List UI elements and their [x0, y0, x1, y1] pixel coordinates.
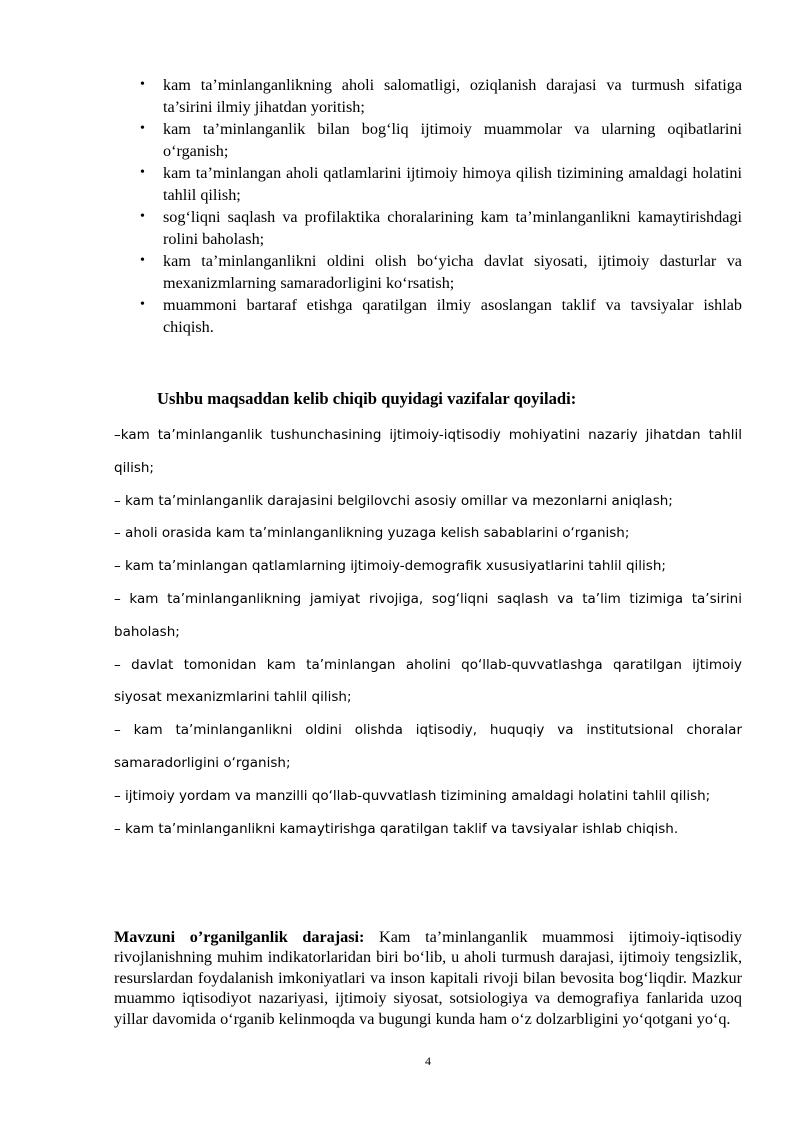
- task-item: –kam ta’minlanganlik tushunchasining ijtimoiy-iqtisodiy mohiyatini nazariy jihatdan tahlil qilish;: [114, 427, 742, 476]
- objective-text: kam ta’minlanganlik bilan bog‘liq ijtimoiy muammolar va ularning oqibatlarini o‘rganish;: [163, 120, 742, 160]
- objective-item: [114, 74, 742, 118]
- task-item: – kam ta’minlangan qatlamlarning ijtimoiy-demografik xususiyatlarini tahlil qilish;: [114, 558, 666, 575]
- objective-text: kam ta’minlanganlikni oldini olish bo‘yicha davlat siyosati, ijtimoiy dasturlar va mexanizmlarning samaradorligini ko‘rsatish;: [163, 252, 742, 292]
- objective-item: [114, 162, 742, 206]
- bullet-icon: •: [140, 253, 145, 268]
- objective-item: [114, 294, 742, 338]
- objective-text: muammoni bartaraf etishga qaratilgan ilmiy asoslangan taklif va tavsiyalar ishlab chiqish.: [163, 296, 742, 336]
- task-item: – ijtimoiy yordam va manzilli qo‘llab-quvvatlash tizimining amaldagi holatini tahlil qilish;: [114, 787, 711, 804]
- tasks-list: [114, 419, 742, 845]
- bullet-icon: •: [140, 165, 145, 180]
- objective-item: [114, 250, 742, 294]
- objective-text: kam ta’minlanganlikning aholi salomatligi, oziqlanish darajasi va turmush sifatiga ta’sirini ilmiy jihatdan yoritish;: [163, 76, 742, 116]
- objective-item: [114, 206, 742, 250]
- task-item: – kam ta’minlanganlik darajasini belgilovchi asosiy omillar va mezonlarni aniqlash;: [114, 492, 673, 509]
- objectives-list: [114, 74, 742, 338]
- task-item: – davlat tomonidan kam ta’minlangan aholini qo‘llab-quvvatlashga qaratilgan ijtimoiy siyosat mexanizmlarini tahlil qilish;: [114, 656, 742, 706]
- bullet-icon: •: [140, 209, 145, 224]
- objective-item: [114, 118, 742, 162]
- bullet-icon: •: [140, 297, 145, 312]
- objective-text: kam ta’minlangan aholi qatlamlarini ijtimoiy himoya qilish tizimining amaldagi holatini tahlil qilish;: [163, 164, 742, 204]
- bullet-icon: •: [140, 77, 145, 92]
- task-item: – kam ta’minlanganlikning jamiyat rivojiga, sog‘liqni saqlash va ta’lim tizimiga ta’sirini baholash;: [114, 590, 742, 640]
- tasks-heading: Ushbu maqsaddan kelib chiqib quyidagi vazifalar qoyiladi:: [157, 389, 577, 408]
- page-number: 4: [425, 1054, 431, 1068]
- section-body: Kam ta’minlanganlik muammosi ijtimoiy-iqtisodiy rivojlanishning muhim indikatorlaridan biri bo‘lib, u aholi turmush darajasi, ijtimoiy tengsizlik, resurslardan foydalanish imkoniyatlari va inson kapitali rivoji bilan bevosita bog‘liqdir. Mazkur muammo iqtisodiyot nazariyasi, ijtimoiy siyosat, sotsiologiya va demografiya fanlarida uzoq yillar davomida o‘rganib kelinmoqda va bugungi kunda ham o‘z dolzarbligini yo‘qotgani yo‘q.: [114, 928, 742, 1028]
- task-item: – kam ta’minlanganlikni kamaytirishga qaratilgan taklif va tavsiyalar ishlab chiqish.: [114, 820, 679, 837]
- study-level-paragraph: [114, 927, 742, 1029]
- bullet-icon: •: [140, 121, 145, 136]
- objective-text: sog‘liqni saqlash va profilaktika choralarining kam ta’minlanganlikni kamaytirishdagi rolini baholash;: [163, 208, 742, 248]
- task-item: – kam ta’minlanganlikni oldini olishda iqtisodiy, huquqiy va institutsional choralar samaradorligini o‘rganish;: [114, 722, 742, 771]
- task-item: – aholi orasida kam ta’minlanganlikning yuzaga kelish sabablarini o‘rganish;: [114, 525, 630, 542]
- section-heading: Mavzuni o’rganilganlik darajasi:: [114, 928, 365, 946]
